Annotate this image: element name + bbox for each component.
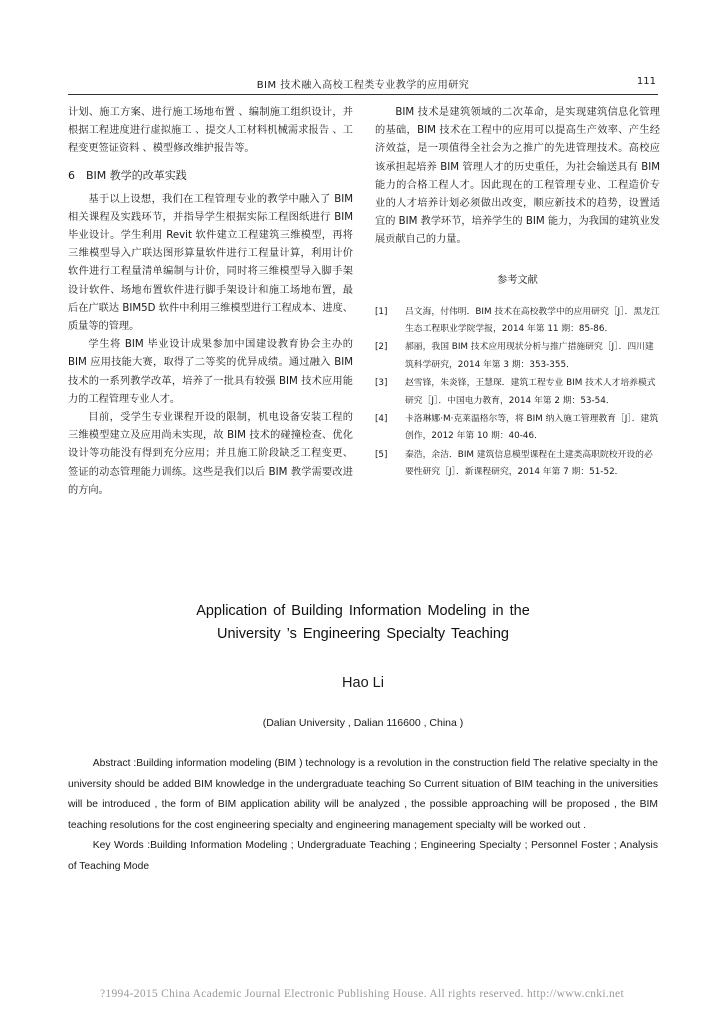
reference-number: [1] [375, 306, 388, 317]
paragraph: BIM 技术是建筑领域的二次革命，是实现建筑信息化管理的基础，BIM 技术在工程中的应用可以提高生产效率、产生经济效益，是一项值得全社会为之推广的先进管理技术。高校应该承担起培养 BIM 管理人才的历史重任，为社会输送具有 BIM 能力的合格工程人才。因此现在的工程管理专业、工程造价专业的人才培养计划必须做出改变，顺应新技术的趋势，设置适宜的 BIM 教学环节，培养学生的 BIM 能力，为我国的建筑业发展贡献自己的力量。 [375, 107, 660, 246]
page-header [68, 72, 658, 95]
reference-number: [4] [375, 414, 388, 425]
english-title [68, 600, 658, 646]
reference-item [375, 375, 660, 410]
paragraph: 目前，受学生专业课程开设的限制，机电设备安装工程的三维模型建立及应用尚未实现，故 BIM 技术的碰撞检查、优化设计等功能没有得到充分应用；并且施工阶段缺乏工程变更、签证的动态管理能力训练。这些是我们以后 BIM 教学需要改进的方向。 [68, 412, 353, 496]
reference-text: 秦浩，余洁．BIM 建筑信息模型课程在土建类高职院校开设的必要性研究［J］．新课程研究，2014 年第 7 期：51-52． [405, 449, 653, 478]
reference-item [375, 304, 660, 339]
author-affiliation: (Dalian University , Dalian 116600 , China ) [262, 717, 464, 729]
reference-text: 卡洛琳娜·M·克莱温格尔等，将 BIM 纳入施工管理教育［J］．建筑创作，2012 年第 10 期：40-46． [405, 414, 659, 442]
keywords-text: Key Words :Building Information Modeling ; Undergraduate Teaching ; Engineering Specialty ; Personnel Foster ; Analysis of Teaching Mode [68, 840, 658, 872]
reference-list [375, 304, 660, 482]
reference-number: [3] [375, 378, 388, 389]
reference-text: 赵雪锋，朱炎锋，王慧琛．建筑工程专业 BIM 技术人才培养模式研究［J］．中国电力教育，2014 年第 2 期：53-54． [405, 378, 656, 406]
reference-number: [2] [375, 342, 388, 353]
section-heading: 6 BIM 教学的改革实践 [68, 168, 187, 182]
page-number: 111 [636, 76, 656, 87]
english-abstract [68, 754, 658, 877]
english-title-line: Application of Building Information Modeling in the [196, 603, 530, 619]
reference-number: [5] [375, 449, 388, 460]
paragraph: 计划、施工方案、进行施工场地布置 、编制施工组织设计，并根据工程进度进行虚拟施工 、提交人工材料机械需求报告 、工程变更签证资料 、模型修改维护报告等。 [68, 107, 353, 155]
left-column [68, 104, 353, 500]
reference-text: 郝丽，我国 BIM 技术应用现状分析与推广措施研究［J］．四川建筑科学研究，2014 年第 3 期：353-355． [405, 342, 654, 370]
paragraph: 学生将 BIM 毕业设计成果参加中国建设教育协会主办的 BIM 应用技能大赛，取得了二等奖的优异成绩。通过融入 BIM 技术的一系列教学改革，培养了一批具有较强 BIM 技术应用能力的工程管理专业人才。 [68, 339, 353, 405]
english-title-line: University ’s Engineering Specialty Teaching [217, 626, 509, 642]
paragraph: 基于以上设想，我们在工程管理专业的教学中融入了 BIM 相关课程及实践环节，并指导学生根据实际工程图纸进行 BIM 毕业设计。学生利用 Revit 软件建立工程建筑三维模型，再将三维模型导入广联达图形算量软件进行工程量计算，利用计价软件进行工程量清单编制与计价，同时将三维模型导入脚手架设计软件、场地布置软件进行脚手架设计和施工场地布置，最后在广联达 BIM5D 软件中利用三维模型进行工程成本、进度、质量等的管理。 [68, 193, 353, 333]
reference-item [375, 339, 660, 374]
reference-text: 吕文海，付伟明．BIM 技术在高校教学中的应用研究［J］．黑龙江生态工程职业学院学报，2014 年第 11 期：85-86． [405, 306, 660, 335]
references-heading: 参考文献 [497, 274, 538, 286]
running-title: BIM 技术融入高校工程类专业教学的应用研究 [256, 80, 470, 91]
copyright-footer: ?1994-2015 China Academic Journal Electronic Publishing House. All rights reserved. http://www.cnki.net [100, 988, 624, 1000]
author-name: Hao Li [342, 675, 384, 691]
reference-item [375, 411, 660, 446]
abstract-text: Abstract :Building information modeling (BIM ) technology is a revolution in the construction field The relative specialty in the university should be added BIM knowledge in the undergraduate teaching So Current situation of BIM teaching in the universities will be introduced , the form of BIM application ability will be analyzed , the possible approaching will be proposed , the BIM teaching resolutions for the cost engineering specialty and engineering management specialty will be worked out . [68, 758, 658, 831]
right-column [375, 104, 660, 483]
reference-item [375, 447, 660, 482]
